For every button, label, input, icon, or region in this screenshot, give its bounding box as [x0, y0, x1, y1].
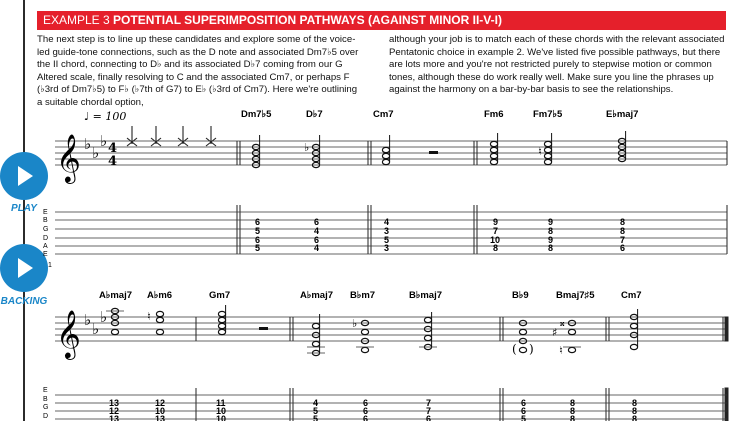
svg-text:E: E [43, 209, 48, 216]
chord-cm7 [382, 135, 438, 165]
svg-text:10: 10 [216, 414, 227, 421]
svg-text:♯: ♯ [552, 326, 558, 339]
system-2-barlines [196, 317, 728, 421]
svg-text:♭: ♭ [92, 144, 100, 162]
svg-text:Fm6: Fm6 [484, 109, 504, 120]
svg-text:9: 9 [548, 235, 554, 245]
svg-text:D♭7: D♭7 [306, 109, 323, 120]
svg-text:13: 13 [109, 414, 120, 421]
paragraph-1: The next step is to line up these candidates and explore some of the voice-led guide-tone connections, such as the D note and associated Dm7♭5 over the II chord, connecting to D♭ and its associated D♭7 coming from our G Altered scale, finally resolving to C and the associated Cm7, or perhaps F (♭3rd of Dm7♭5) to F♭ (♭7th of G7) to E♭ (♭3rd of Cm7). Here we're outlining a suitable chordal option, [37, 34, 359, 108]
time-signature-top: 4 [108, 141, 118, 156]
svg-text:8: 8 [548, 243, 554, 253]
svg-text:G: G [43, 226, 49, 233]
tab-staff-1 [55, 212, 727, 254]
tab-string-labels-1 [43, 209, 48, 258]
staff-2 [55, 317, 727, 341]
svg-text:6: 6 [363, 398, 369, 408]
svg-text:6: 6 [426, 414, 432, 421]
play-label: PLAY [11, 203, 37, 214]
svg-text:B: B [43, 396, 48, 403]
chord-abm6 [147, 310, 164, 335]
svg-text:8: 8 [570, 414, 576, 421]
chord-ebmaj7 [618, 131, 625, 162]
paragraph-2: although your job is to match each of these chords with the relevant associated Pentatonic choice in example 2. We've listed five possible pathways, but there are lots more and you're not restricted purely to stepwise motion or common tones, although these do work really well. Make sure you line the phrases up against the harmony on a bar-by-bar basis to see the relationships. [389, 34, 725, 96]
system-1-tab-numbers [255, 217, 625, 253]
svg-text:♭: ♭ [84, 135, 92, 153]
bar-number: 1 [48, 262, 52, 269]
svg-text:♮: ♮ [559, 344, 563, 357]
svg-text:8: 8 [570, 406, 576, 416]
svg-text:9: 9 [548, 217, 554, 227]
example-number: EXAMPLE 3 [43, 13, 110, 27]
svg-text:8: 8 [493, 243, 499, 253]
svg-text:11: 11 [216, 398, 226, 408]
svg-text:A♭maj7: A♭maj7 [99, 290, 132, 301]
svg-text:12: 12 [109, 406, 120, 416]
svg-text:6: 6 [521, 406, 527, 416]
svg-text:12: 12 [155, 398, 166, 408]
svg-text:Cm7: Cm7 [621, 290, 642, 301]
system-2-noteheads [106, 305, 638, 357]
svg-text:4: 4 [384, 217, 390, 227]
chord-bbmaj7 [419, 312, 437, 350]
svg-text:D: D [43, 235, 49, 242]
svg-text:A♭m6: A♭m6 [147, 290, 173, 301]
svg-text:Bmaj7♯5: Bmaj7♯5 [556, 290, 595, 301]
svg-text:A♭maj7: A♭maj7 [300, 290, 333, 301]
svg-text:D: D [43, 413, 49, 420]
svg-text:E♭maj7: E♭maj7 [606, 109, 639, 120]
svg-text:5: 5 [255, 226, 261, 236]
svg-text:7: 7 [493, 226, 499, 236]
svg-text:3: 3 [384, 226, 390, 236]
svg-text:Dm7♭5: Dm7♭5 [241, 109, 272, 120]
svg-text:8: 8 [632, 406, 638, 416]
svg-text:♭: ♭ [100, 308, 108, 326]
svg-text:♭: ♭ [100, 132, 108, 150]
parenthesis-close: ) [529, 342, 534, 356]
svg-text:5: 5 [384, 235, 390, 245]
svg-text:♭: ♭ [92, 320, 100, 338]
svg-text:G: G [43, 404, 49, 411]
svg-text:8: 8 [632, 398, 638, 408]
svg-text:9: 9 [493, 217, 499, 227]
svg-text:6: 6 [620, 243, 626, 253]
svg-text:6: 6 [255, 217, 261, 227]
example-title: POTENTIAL SUPERIMPOSITION PATHWAYS (AGAINST MINOR II-V-I) [113, 13, 502, 27]
system-2-chord-symbols [99, 290, 642, 301]
svg-text:B♭9: B♭9 [512, 290, 529, 301]
half-rest [429, 151, 438, 154]
chord-dm7b5 [252, 135, 259, 168]
system-1-chord-symbols [241, 109, 638, 120]
time-signature-bottom: 4 [108, 154, 118, 169]
svg-text:♭: ♭ [352, 317, 358, 330]
system-1-noteheads [252, 131, 625, 168]
svg-text:Cm7: Cm7 [373, 109, 394, 120]
svg-text:5: 5 [255, 243, 261, 253]
svg-text:6: 6 [363, 406, 369, 416]
chord-abmaj7 [106, 308, 124, 334]
tempo-marking: ♩ = 100 [84, 110, 127, 123]
svg-text:B♭maj7: B♭maj7 [409, 290, 442, 301]
svg-text:13: 13 [109, 398, 120, 408]
svg-text:5: 5 [313, 406, 319, 416]
staff-1 [55, 141, 727, 165]
parenthesis-open: ( [512, 342, 517, 356]
svg-text:B♭m7: B♭m7 [350, 290, 376, 301]
key-signature [84, 132, 107, 162]
svg-text:6: 6 [363, 414, 369, 421]
svg-text:6: 6 [255, 235, 261, 245]
svg-text:♭: ♭ [304, 141, 310, 154]
backing-label: BACKING [0, 296, 48, 307]
system-1-barlines [237, 141, 727, 254]
svg-text:8: 8 [632, 414, 638, 421]
svg-text:B: B [43, 217, 48, 224]
treble-clef-icon: 𝄞 [56, 309, 81, 358]
chord-db7 [304, 135, 320, 168]
svg-text:10: 10 [155, 406, 166, 416]
svg-text:♭: ♭ [84, 311, 92, 329]
svg-text:3: 3 [384, 243, 390, 253]
chord-bmaj7s5 [552, 318, 581, 357]
system-2-tab-numbers [109, 398, 637, 421]
treble-clef-icon: 𝄞 [56, 133, 81, 182]
svg-text:10: 10 [216, 406, 227, 416]
half-rest [259, 327, 268, 330]
svg-text:5: 5 [313, 414, 319, 421]
svg-text:♮: ♮ [538, 145, 542, 158]
svg-text:8: 8 [620, 226, 626, 236]
svg-text:♮: ♮ [147, 310, 151, 323]
chord-fm7b5 [538, 133, 552, 165]
svg-text:Fm7♭5: Fm7♭5 [533, 109, 563, 120]
svg-text:Gm7: Gm7 [209, 290, 231, 301]
key-signature-2 [84, 308, 107, 338]
svg-text:𝄪: 𝄪 [560, 318, 565, 329]
svg-text:7: 7 [620, 235, 626, 245]
svg-text:7: 7 [426, 406, 432, 416]
svg-text:A: A [43, 243, 48, 250]
svg-text:6: 6 [314, 235, 320, 245]
chord-fm6 [490, 133, 497, 165]
chord-gm7 [218, 305, 268, 335]
svg-text:6: 6 [521, 398, 527, 408]
svg-text:8: 8 [570, 398, 576, 408]
svg-text:4: 4 [313, 398, 319, 408]
svg-text:13: 13 [155, 414, 166, 421]
tab-string-labels-2 [43, 387, 48, 420]
svg-text:4: 4 [314, 243, 320, 253]
svg-text:8: 8 [620, 217, 626, 227]
svg-text:8: 8 [548, 226, 554, 236]
svg-text:4: 4 [314, 226, 320, 236]
svg-text:6: 6 [314, 217, 320, 227]
svg-text:7: 7 [426, 398, 432, 408]
svg-text:10: 10 [490, 235, 501, 245]
svg-text:5: 5 [521, 414, 527, 421]
svg-text:E: E [43, 251, 48, 258]
chord-bb9 [512, 320, 534, 356]
count-in-slashes [127, 126, 216, 146]
svg-text:E: E [43, 387, 48, 394]
